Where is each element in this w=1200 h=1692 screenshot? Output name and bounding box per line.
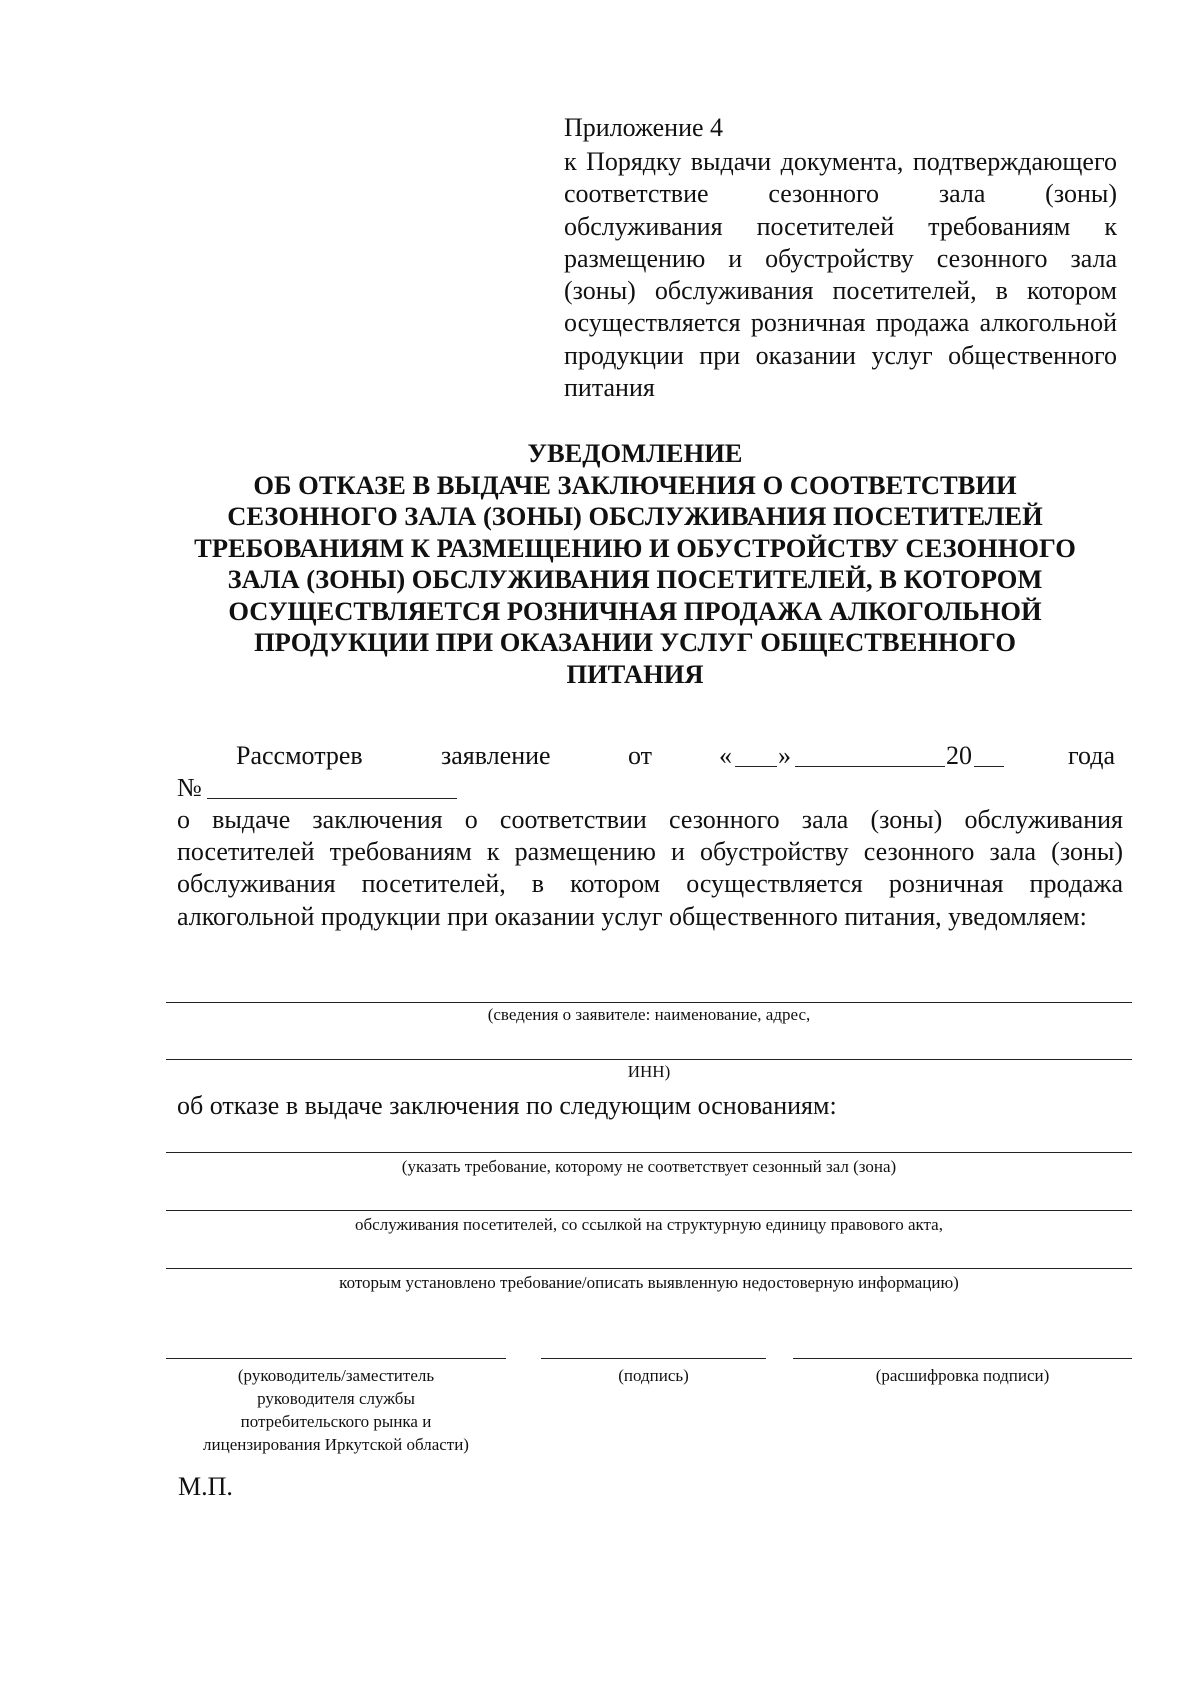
reason-field-line-3[interactable] [166,1268,1132,1269]
reason-field-line-2[interactable] [166,1210,1132,1211]
applicant-field-line-1[interactable] [166,1002,1132,1003]
signature-field-line[interactable] [541,1358,766,1359]
heading-line: ПРОДУКЦИИ ПРИ ОКАЗАНИИ УСЛУГ ОБЩЕСТВЕННОГО [254,627,1016,657]
year-field-line[interactable] [974,766,1004,767]
applicant-caption-1: (сведения о заявителе: наименование, адрес, [487,1005,811,1024]
reason-field-line-1[interactable] [166,1152,1132,1153]
official-caption-line: руководителя службы [257,1389,415,1408]
signature-caption: (подпись) [618,1366,689,1385]
year-word: года [1068,741,1116,770]
appendix-title: Приложение 4 [564,113,724,142]
number-field-line[interactable] [207,798,457,799]
reason-caption-3: которым установлено требование/описать выявленную недостоверную информацию) [339,1273,959,1292]
stamp-place: М.П. [178,1472,233,1501]
refusal-text: об отказе в выдаче заключения по следующим основаниям: [177,1091,837,1120]
heading-line: ОБ ОТКАЗЕ В ВЫДАЧЕ ЗАКЛЮЧЕНИЯ О СООТВЕТСТВИИ [253,469,1017,500]
applicant-caption-2: ИНН) [627,1062,671,1081]
decoding-field-line[interactable] [793,1358,1132,1359]
applicant-field-line-2[interactable] [166,1059,1132,1060]
reason-caption-1: (указать требование, которому не соответствует сезонный зал (зона) [401,1157,897,1176]
heading-line: СЕЗОННОГО ЗАЛА (ЗОНЫ) ОБСЛУЖИВАНИЯ ПОСЕТИТЕЛЕЙ [227,501,1043,531]
body-text: о выдаче заключения о соответствии сезонного зала (зоны) обслуживания посетителей требованиям к размещению и обустройству сезонного зала (зоны) обслуживания посетителей, в котором осуществляется розничная продажа алкогольной продукции при оказании услуг общественного питания, уведомляем: [177,805,1123,931]
quote-open: « [719,741,732,770]
quote-close: » [778,741,791,770]
decoding-caption: (расшифровка подписи) [875,1366,1050,1385]
official-field-line[interactable] [166,1358,506,1359]
official-caption-line: (руководитель/заместитель [237,1366,435,1385]
application-word: заявление [441,741,551,770]
heading-line: ОСУЩЕСТВЛЯЕТСЯ РОЗНИЧНАЯ ПРОДАЖА АЛКОГОЛЬНОЙ [228,595,1042,626]
heading-line: ПИТАНИЯ [566,658,704,689]
document-heading [160,438,1110,690]
from-word: от [628,741,653,770]
heading-line: УВЕДОМЛЕНИЕ [527,438,743,468]
day-field-line[interactable] [735,766,777,767]
number-sign: № [177,773,202,802]
month-field-line[interactable] [795,766,945,767]
year-prefix: 20 [946,741,972,770]
heading-line: ТРЕБОВАНИЯМ К РАЗМЕЩЕНИЮ И ОБУСТРОЙСТВУ СЕЗОННОГО [194,532,1076,563]
official-caption-line: лицензирования Иркутской области) [203,1435,469,1454]
appendix-text: к Порядку выдачи документа, подтверждающего соответствие сезонного зала (зоны) обслуживания посетителей требованиям к размещению и обустройству сезонного зала (зоны) обслуживания посетителей, в котором осуществляется розничная продажа алкогольной продукции при оказании услуг общественного питания [564,147,1117,403]
official-caption [166,1364,506,1456]
heading-line: ЗАЛА (ЗОНЫ) ОБСЛУЖИВАНИЯ ПОСЕТИТЕЛЕЙ, В КОТОРОМ [227,564,1043,594]
reason-caption-2: обслуживания посетителей, со ссылкой на структурную единицу правового акта, [355,1215,943,1234]
official-caption-line: потребительского рынка и [240,1412,432,1431]
considered-word: Рассмотрев [236,741,363,770]
